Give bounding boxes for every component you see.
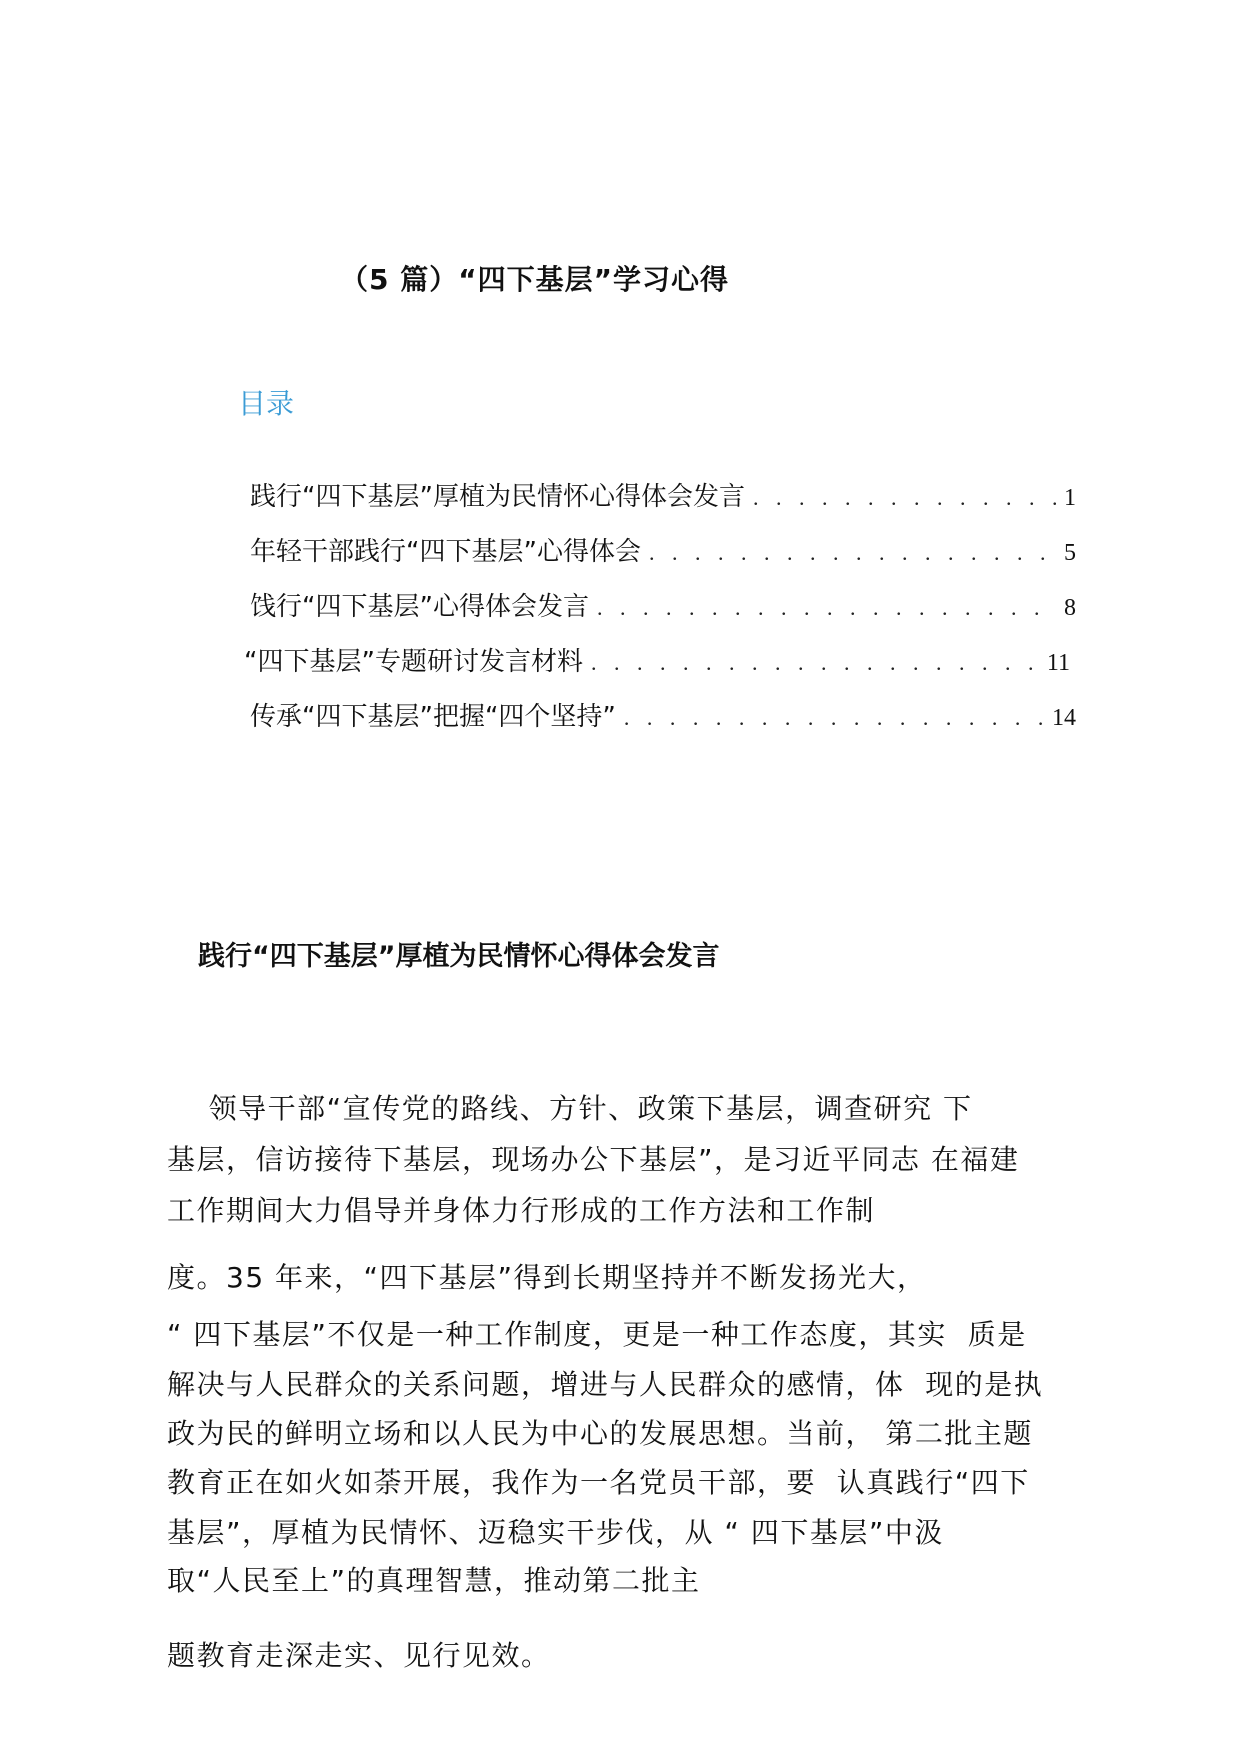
section-title: 践行“四下基层”厚植为民情怀心得体会发言 bbox=[198, 941, 720, 972]
toc-entry-title: 饯行“四下基层”心得体会发言 bbox=[250, 592, 589, 622]
body-line: 解决与人民群众的关系问题，增进与人民群众的感情，体 现的是执 bbox=[167, 1368, 1044, 1401]
body-line: 工作期间大力倡导并身体力行形成的工作方法和工作制 bbox=[167, 1194, 876, 1227]
body-line: 题教育走深走实、见行见效。 bbox=[167, 1639, 551, 1672]
toc-dot-leader bbox=[753, 485, 1056, 511]
toc-dot-leader bbox=[591, 650, 1039, 676]
toc-entry-page: 11 bbox=[1046, 650, 1070, 676]
toc-entry-title: 传承“四下基层”把握“四个坚持” bbox=[250, 702, 616, 732]
document-title: （5 篇）“四下基层”学习心得 bbox=[340, 263, 730, 296]
toc-entry-title: 年轻干部践行“四下基层”心得体会 bbox=[250, 537, 641, 567]
toc-entry-title: 践行“四下基层”厚植为民情怀心得体会发言 bbox=[250, 482, 745, 512]
body-line: 教育正在如火如荼开展，我作为一名党员干部，要 认真践行“四下 bbox=[167, 1466, 1030, 1499]
body-line: 政为民的鲜明立场和以人民为中心的发展思想。当前， 第二批主题 bbox=[167, 1417, 1033, 1450]
toc-entry-page: 1 bbox=[1064, 485, 1076, 511]
toc-entry[interactable] bbox=[244, 641, 1070, 677]
toc-entry[interactable] bbox=[250, 586, 1076, 622]
toc-entry-page: 8 bbox=[1064, 595, 1076, 621]
toc-heading: 目录 bbox=[238, 387, 295, 420]
body-line: 度。35 年来，“四下基层”得到长期坚持并不断发扬光大， bbox=[167, 1261, 927, 1294]
toc-entry-page: 14 bbox=[1052, 705, 1076, 731]
toc-dot-leader bbox=[624, 705, 1044, 731]
body-line: 取“人民至上”的真理智慧，推动第二批主 bbox=[167, 1564, 701, 1597]
toc-dot-leader bbox=[597, 595, 1056, 621]
toc-entry[interactable] bbox=[250, 531, 1076, 567]
toc-entry[interactable] bbox=[250, 696, 1076, 732]
body-line: 基层”，厚植为民情怀、迈稳实干步伐，从 “ 四下基层”中汲 bbox=[167, 1516, 944, 1549]
toc-entry[interactable] bbox=[250, 476, 1076, 512]
body-line: “ 四下基层”不仅是一种工作制度，更是一种工作态度，其实 质是 bbox=[167, 1318, 1027, 1351]
toc-entry-page: 5 bbox=[1064, 540, 1076, 566]
body-line: 领导干部“宣传党的路线、方针、政策下基层，调查研究 下 bbox=[167, 1092, 973, 1125]
toc-dot-leader bbox=[649, 540, 1056, 566]
body-line: 基层，信访接待下基层，现场办公下基层”，是习近平同志 在福建 bbox=[167, 1143, 1020, 1176]
toc-entry-title: “四下基层”专题研讨发言材料 bbox=[244, 647, 583, 677]
